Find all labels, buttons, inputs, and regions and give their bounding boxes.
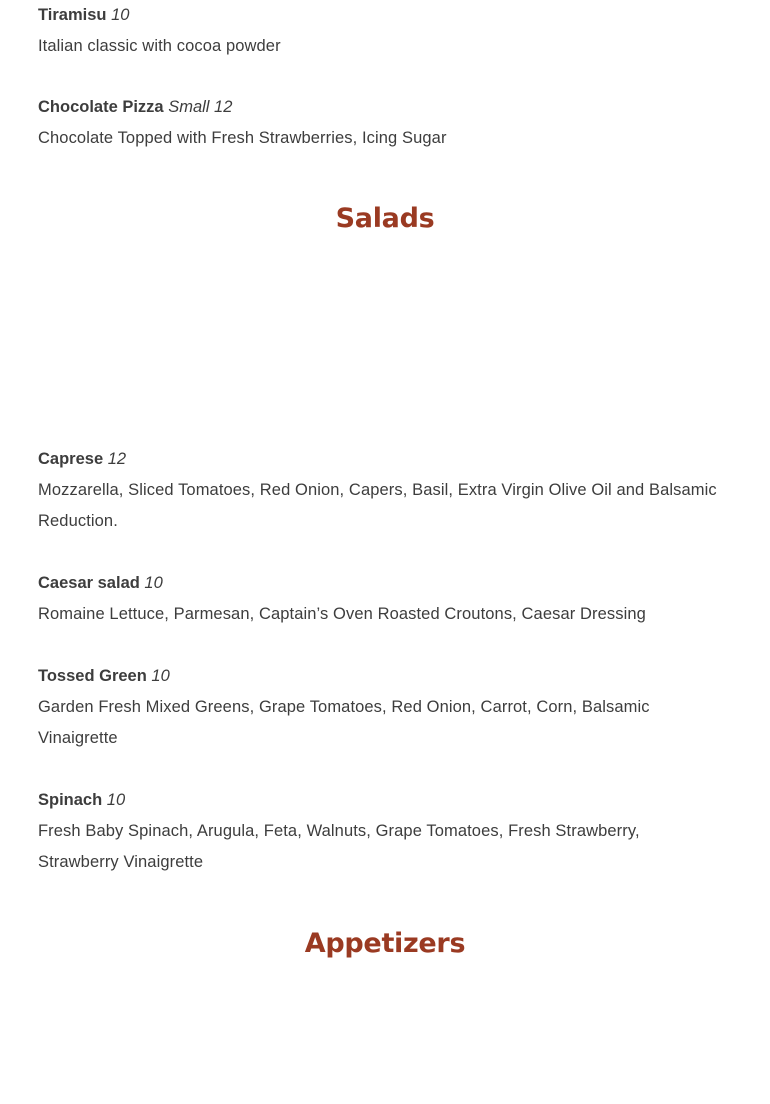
- section-title-salads: Salads: [335, 203, 435, 234]
- menu-item-price: 10: [151, 667, 170, 685]
- menu-item-header: [38, 92, 738, 123]
- menu-item-price: 10: [111, 6, 130, 24]
- menu-item-chocolate-pizza: [38, 92, 738, 154]
- salad-item-caesar: [38, 568, 738, 630]
- menu-item-name: Caprese: [38, 450, 104, 468]
- dessert-list: [38, 0, 738, 62]
- menu-item-description: Chocolate Topped with Fresh Strawberries, Icing Sugar: [38, 129, 447, 147]
- menu-item-header: [38, 661, 738, 692]
- menu-item-spinach: [38, 785, 738, 879]
- menu-item-tossed-green: [38, 661, 738, 755]
- salad-item-tossed-green: [38, 661, 738, 755]
- menu-item-price: Small 12: [168, 98, 233, 116]
- menu-item-caprese: [38, 444, 738, 538]
- menu-item-name: Chocolate Pizza: [38, 98, 164, 116]
- menu-item-header: [38, 785, 738, 816]
- salad-item-caprese: [38, 444, 738, 538]
- menu-item-name: Tossed Green: [38, 667, 147, 685]
- dessert-list-2: [38, 92, 738, 154]
- menu-item-price: 10: [106, 791, 126, 809]
- menu-item-description: Italian classic with cocoa powder: [38, 37, 281, 55]
- menu-item-name: Caesar salad: [38, 574, 140, 592]
- menu-item-name: Spinach: [38, 791, 103, 809]
- salad-item-spinach: [38, 785, 738, 879]
- menu-item-description: Romaine Lettuce, Parmesan, Captain’s Oven Roasted Croutons, Caesar Dressing: [38, 605, 646, 623]
- menu-item-header: [38, 0, 738, 31]
- menu-item-price: 12: [107, 450, 127, 468]
- menu-item-description: Mozzarella, Sliced Tomatoes, Red Onion, Capers, Basil, Extra Virgin Olive Oil and Balsamic Reduction.: [38, 481, 717, 531]
- menu-item-description: Fresh Baby Spinach, Arugula, Feta, Walnuts, Grape Tomatoes, Fresh Strawberry, Strawberry Vinaigrette: [38, 822, 640, 872]
- menu-item-tiramisu: [38, 0, 738, 62]
- menu-item-header: [38, 568, 738, 599]
- menu-item-header: [38, 444, 738, 475]
- menu-item-caesar-salad: [38, 568, 738, 630]
- menu-item-description: Garden Fresh Mixed Greens, Grape Tomatoes, Red Onion, Carrot, Corn, Balsamic Vinaigrette: [38, 698, 650, 748]
- menu-item-price: 10: [144, 574, 163, 592]
- section-title-appetizers: Appetizers: [304, 928, 466, 959]
- menu-item-name: Tiramisu: [38, 6, 107, 24]
